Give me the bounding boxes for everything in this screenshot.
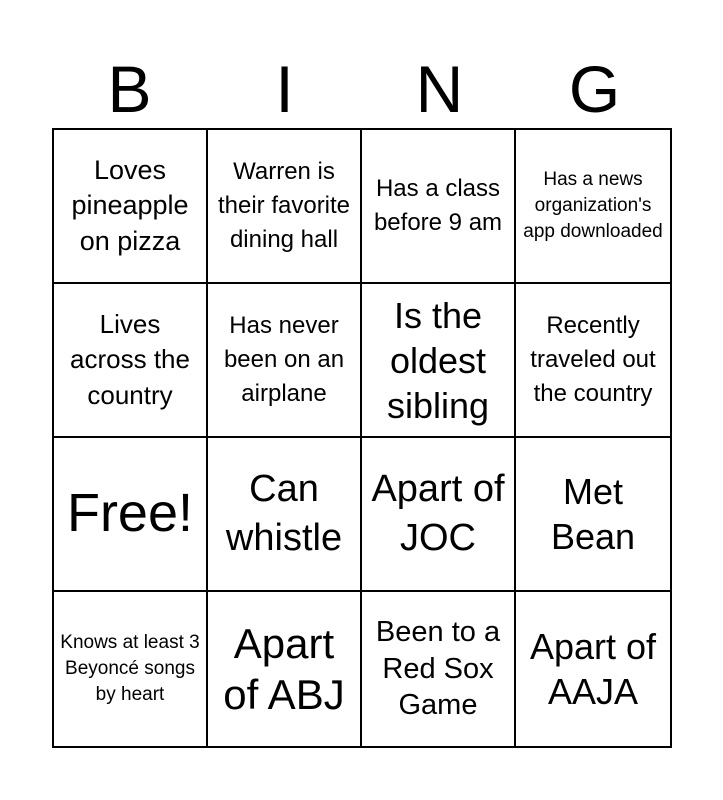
bingo-cell[interactable] [516, 284, 670, 438]
bingo-cell[interactable] [362, 438, 516, 592]
header-letter-i: I [275, 52, 294, 126]
bingo-cell[interactable] [362, 284, 516, 438]
bingo-cell-text: Can whistle [225, 468, 343, 559]
bingo-cell[interactable] [208, 438, 362, 592]
bingo-cell[interactable] [208, 284, 362, 438]
bingo-cell-text: Met Bean [550, 471, 636, 557]
bingo-cell[interactable] [54, 284, 208, 438]
bingo-cell[interactable] [516, 130, 670, 284]
bingo-cell-text: Loves pineapple on pizza [71, 155, 189, 256]
bingo-cell-text: Apart of AAJA [529, 626, 657, 712]
bingo-cell[interactable] [54, 592, 208, 746]
bingo-cell-text: Knows at least 3 Beyoncé songs by heart [60, 631, 200, 706]
bingo-cell-text: Apart of JOC [371, 468, 505, 559]
header-letter-g: G [568, 52, 621, 126]
bingo-cell-text: Is the oldest sibling [386, 294, 490, 426]
bingo-cell[interactable] [516, 438, 670, 592]
header-letter-b: B [107, 52, 152, 126]
bingo-cell-text: Has a class before 9 am [373, 174, 503, 236]
header-letter-n: N [415, 52, 464, 126]
free-space-cell[interactable] [54, 438, 208, 592]
bingo-cell-text: Lives across the country [70, 308, 190, 410]
bingo-cell-text: Recently traveled out the country [530, 311, 656, 408]
bingo-cell-text: Has a news organization's app downloaded [523, 168, 663, 243]
bingo-cell[interactable] [362, 130, 516, 284]
bingo-cell-text: Warren is their favorite dining hall [217, 157, 351, 254]
bingo-cell[interactable] [516, 592, 670, 746]
bingo-cell-text: Apart of ABJ [223, 619, 345, 718]
bingo-cell-text: Been to a Red Sox Game [375, 615, 501, 722]
bingo-header [52, 50, 672, 128]
bingo-cell[interactable] [208, 592, 362, 746]
bingo-cell[interactable] [208, 130, 362, 284]
bingo-cell-text: Has never been on an airplane [223, 311, 345, 408]
free-space-text: Free! [66, 483, 194, 544]
bingo-cell[interactable] [54, 130, 208, 284]
bingo-board [52, 128, 672, 748]
bingo-cell[interactable] [362, 592, 516, 746]
